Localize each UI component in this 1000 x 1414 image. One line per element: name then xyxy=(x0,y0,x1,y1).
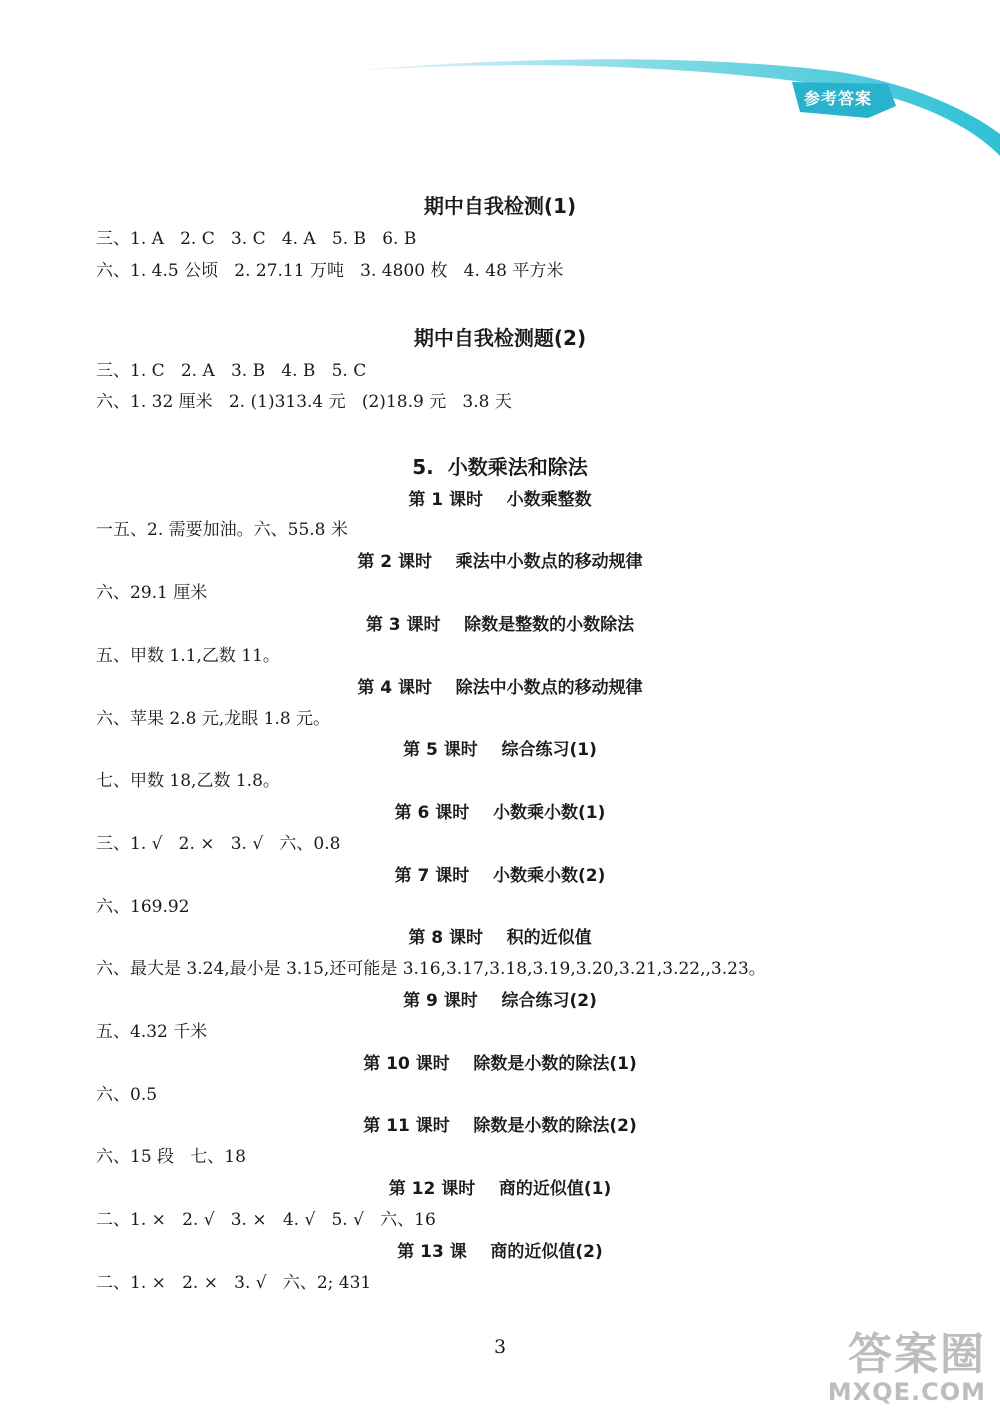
lesson-answer: 二、1. × 2. √ 3. × 4. √ 5. √ 六、16 xyxy=(96,1210,436,1230)
answer-line: 六、1. 32 厘米 2. (1)313.4 元 (2)18.9 元 3.8 天 xyxy=(96,392,512,412)
answer-line: 六、1. 4.5 公顷 2. 27.11 万吨 3. 4800 枚 4. 48 平方米 xyxy=(96,261,564,281)
lesson-answer: 五、4.32 千米 xyxy=(96,1022,208,1042)
lesson-title: 第 10 课时 除数是小数的除法(1) xyxy=(363,1054,637,1074)
answer-line: 三、1. A 2. C 3. C 4. A 5. B 6. B xyxy=(96,229,417,249)
lesson-title: 第 3 课时 除数是整数的小数除法 xyxy=(365,615,635,635)
lesson-answer: 六、169.92 xyxy=(96,897,190,917)
lesson-title: 第 5 课时 综合练习(1) xyxy=(403,740,597,760)
lesson-title: 第 7 课时 小数乘小数(2) xyxy=(394,866,606,886)
unit-title: 5. 小数乘法和除法 xyxy=(412,455,588,479)
lesson-answer: 三、1. √ 2. × 3. √ 六、0.8 xyxy=(96,834,341,854)
lesson-title: 第 6 课时 小数乘小数(1) xyxy=(394,803,606,823)
lesson-title: 第 11 课时 除数是小数的除法(2) xyxy=(363,1116,637,1136)
answer-line: 三、1. C 2. A 3. B 4. B 5. C xyxy=(96,361,367,381)
watermark-logo xyxy=(828,1318,986,1406)
section-title-midterm2: 期中自我检测题(2) xyxy=(413,326,587,350)
lesson-title: 第 4 课时 除法中小数点的移动规律 xyxy=(357,678,643,698)
lesson-answer: 六、15 段 七、18 xyxy=(96,1147,246,1167)
lesson-answer: 六、苹果 2.8 元,龙眼 1.8 元。 xyxy=(96,709,331,729)
lesson-answer: 六、29.1 厘米 xyxy=(96,583,208,603)
lesson-answer: 五、甲数 1.1,乙数 11。 xyxy=(96,646,280,666)
lesson-answer: 一五、2. 需要加油。六、55.8 米 xyxy=(96,520,348,540)
section-title-midterm1: 期中自我检测(1) xyxy=(423,194,577,218)
lesson-answer: 七、甲数 18,乙数 1.8。 xyxy=(96,771,280,791)
lesson-title: 第 9 课时 综合练习(2) xyxy=(403,991,597,1011)
watermark-url: MXQE.COM xyxy=(827,1378,986,1406)
answer-key-badge: 参考答案 xyxy=(804,89,873,108)
lesson-answer: 二、1. × 2. × 3. √ 六、2; 431 xyxy=(96,1273,372,1293)
watermark-text: 答案圈 xyxy=(848,1329,986,1380)
lesson-title: 第 13 课 商的近似值(2) xyxy=(397,1242,603,1262)
lesson-title: 第 8 课时 积的近似值 xyxy=(408,928,592,948)
lesson-answer: 六、0.5 xyxy=(96,1085,158,1105)
lesson-title: 第 2 课时 乘法中小数点的移动规律 xyxy=(357,552,643,572)
lesson-title: 第 1 课时 小数乘整数 xyxy=(408,490,592,510)
lesson-answer: 六、最大是 3.24,最小是 3.15,还可能是 3.16,3.17,3.18,3.19,3.20,3.21,3.22,,3.23。 xyxy=(96,959,766,979)
page-number: 3 xyxy=(493,1336,507,1358)
lesson-title: 第 12 课时 商的近似值(1) xyxy=(388,1179,612,1199)
